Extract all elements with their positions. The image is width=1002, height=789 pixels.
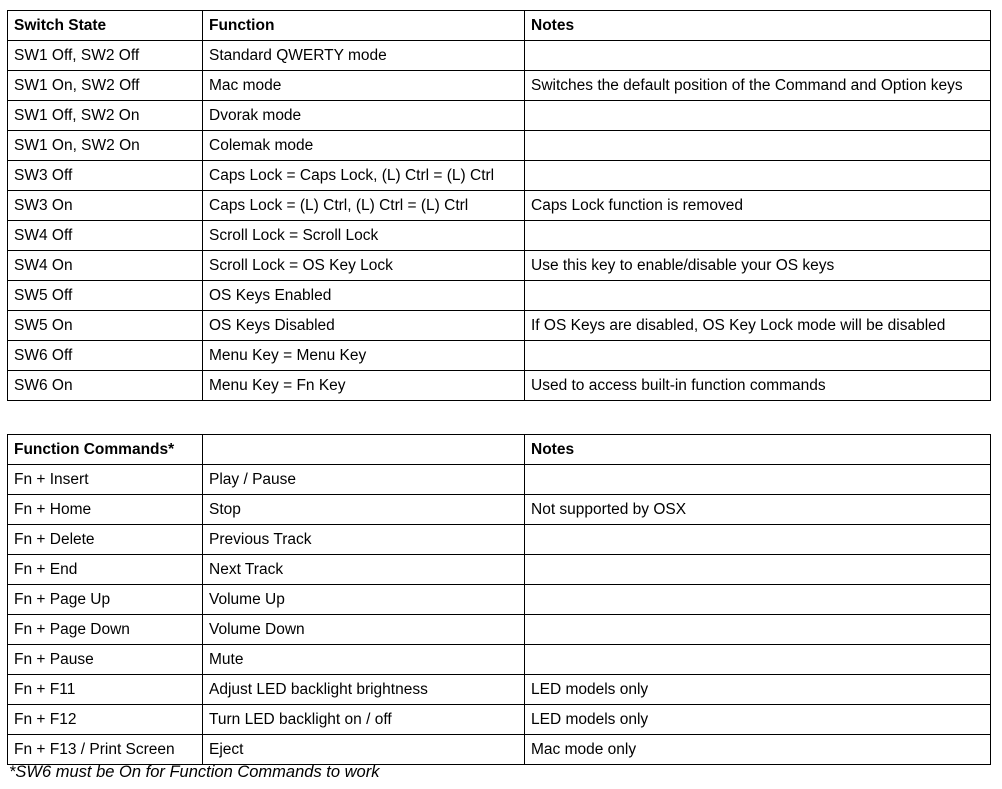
table-row: [8, 495, 991, 525]
notes-cell: [525, 281, 991, 311]
action-cell: Play / Pause: [203, 465, 525, 495]
table-row: [8, 101, 991, 131]
function-cell: Menu Key = Fn Key: [203, 371, 525, 401]
table-row: [8, 525, 991, 555]
command-cell: Fn + F11: [8, 675, 203, 705]
notes-cell: [525, 341, 991, 371]
notes-cell: [525, 585, 991, 615]
action-cell: Volume Up: [203, 585, 525, 615]
command-cell: Fn + Pause: [8, 645, 203, 675]
command-cell: Fn + Delete: [8, 525, 203, 555]
table-row: [8, 735, 991, 765]
table-row: [8, 465, 991, 495]
header-notes: Notes: [525, 435, 991, 465]
switch-state-cell: SW5 Off: [8, 281, 203, 311]
function-cell: Caps Lock = (L) Ctrl, (L) Ctrl = (L) Ctrl: [203, 191, 525, 221]
table-header-row: [8, 11, 991, 41]
table-row: [8, 555, 991, 585]
notes-cell: [525, 555, 991, 585]
notes-cell: LED models only: [525, 705, 991, 735]
table-row: [8, 221, 991, 251]
switch-state-cell: SW3 On: [8, 191, 203, 221]
function-cell: Dvorak mode: [203, 101, 525, 131]
notes-cell: [525, 101, 991, 131]
function-cell: OS Keys Disabled: [203, 311, 525, 341]
action-cell: Turn LED backlight on / off: [203, 705, 525, 735]
function-cell: Menu Key = Menu Key: [203, 341, 525, 371]
command-cell: Fn + F12: [8, 705, 203, 735]
command-cell: Fn + Insert: [8, 465, 203, 495]
action-cell: Stop: [203, 495, 525, 525]
header-switch-state: Switch State: [8, 11, 203, 41]
notes-cell: [525, 465, 991, 495]
notes-cell: LED models only: [525, 675, 991, 705]
switch-state-cell: SW1 Off, SW2 Off: [8, 41, 203, 71]
header-function: Function: [203, 11, 525, 41]
table-row: [8, 131, 991, 161]
table-header-row: [8, 435, 991, 465]
function-commands-table: [7, 434, 991, 765]
table-row: [8, 41, 991, 71]
switch-state-cell: SW1 Off, SW2 On: [8, 101, 203, 131]
action-cell: Adjust LED backlight brightness: [203, 675, 525, 705]
notes-cell: Not supported by OSX: [525, 495, 991, 525]
switch-state-cell: SW6 Off: [8, 341, 203, 371]
command-cell: Fn + End: [8, 555, 203, 585]
action-cell: Volume Down: [203, 615, 525, 645]
switch-state-cell: SW1 On, SW2 On: [8, 131, 203, 161]
notes-cell: Caps Lock function is removed: [525, 191, 991, 221]
function-cell: Caps Lock = Caps Lock, (L) Ctrl = (L) Ctrl: [203, 161, 525, 191]
notes-cell: [525, 645, 991, 675]
command-cell: Fn + Page Down: [8, 615, 203, 645]
notes-cell: [525, 221, 991, 251]
function-cell: Colemak mode: [203, 131, 525, 161]
function-cell: Mac mode: [203, 71, 525, 101]
command-cell: Fn + Home: [8, 495, 203, 525]
action-cell: Previous Track: [203, 525, 525, 555]
table-row: [8, 161, 991, 191]
table-row: [8, 705, 991, 735]
table-row: [8, 281, 991, 311]
function-cell: Scroll Lock = Scroll Lock: [203, 221, 525, 251]
table-row: [8, 251, 991, 281]
notes-cell: [525, 161, 991, 191]
switch-state-cell: SW3 Off: [8, 161, 203, 191]
table-row: [8, 675, 991, 705]
header-blank: [203, 435, 525, 465]
switch-state-cell: SW1 On, SW2 Off: [8, 71, 203, 101]
table-row: [8, 311, 991, 341]
table-row: [8, 585, 991, 615]
function-cell: Scroll Lock = OS Key Lock: [203, 251, 525, 281]
notes-cell: Used to access built-in function commands: [525, 371, 991, 401]
notes-cell: If OS Keys are disabled, OS Key Lock mode will be disabled: [525, 311, 991, 341]
notes-cell: [525, 525, 991, 555]
action-cell: Mute: [203, 645, 525, 675]
switch-state-cell: SW5 On: [8, 311, 203, 341]
table-row: [8, 371, 991, 401]
switch-state-cell: SW4 Off: [8, 221, 203, 251]
header-function-commands: Function Commands*: [8, 435, 203, 465]
action-cell: Eject: [203, 735, 525, 765]
table-row: [8, 341, 991, 371]
notes-cell: [525, 41, 991, 71]
notes-cell: Mac mode only: [525, 735, 991, 765]
switch-state-table: [7, 10, 991, 401]
notes-cell: Switches the default position of the Command and Option keys: [525, 71, 991, 101]
notes-cell: [525, 615, 991, 645]
switch-state-cell: SW4 On: [8, 251, 203, 281]
action-cell: Next Track: [203, 555, 525, 585]
table-row: [8, 615, 991, 645]
table-row: [8, 71, 991, 101]
function-cell: OS Keys Enabled: [203, 281, 525, 311]
table-row: [8, 191, 991, 221]
header-notes: Notes: [525, 11, 991, 41]
notes-cell: Use this key to enable/disable your OS keys: [525, 251, 991, 281]
command-cell: Fn + Page Up: [8, 585, 203, 615]
notes-cell: [525, 131, 991, 161]
switch-state-cell: SW6 On: [8, 371, 203, 401]
table-row: [8, 645, 991, 675]
command-cell: Fn + F13 / Print Screen: [8, 735, 203, 765]
function-cell: Standard QWERTY mode: [203, 41, 525, 71]
footnote: *SW6 must be On for Function Commands to work: [9, 763, 380, 781]
